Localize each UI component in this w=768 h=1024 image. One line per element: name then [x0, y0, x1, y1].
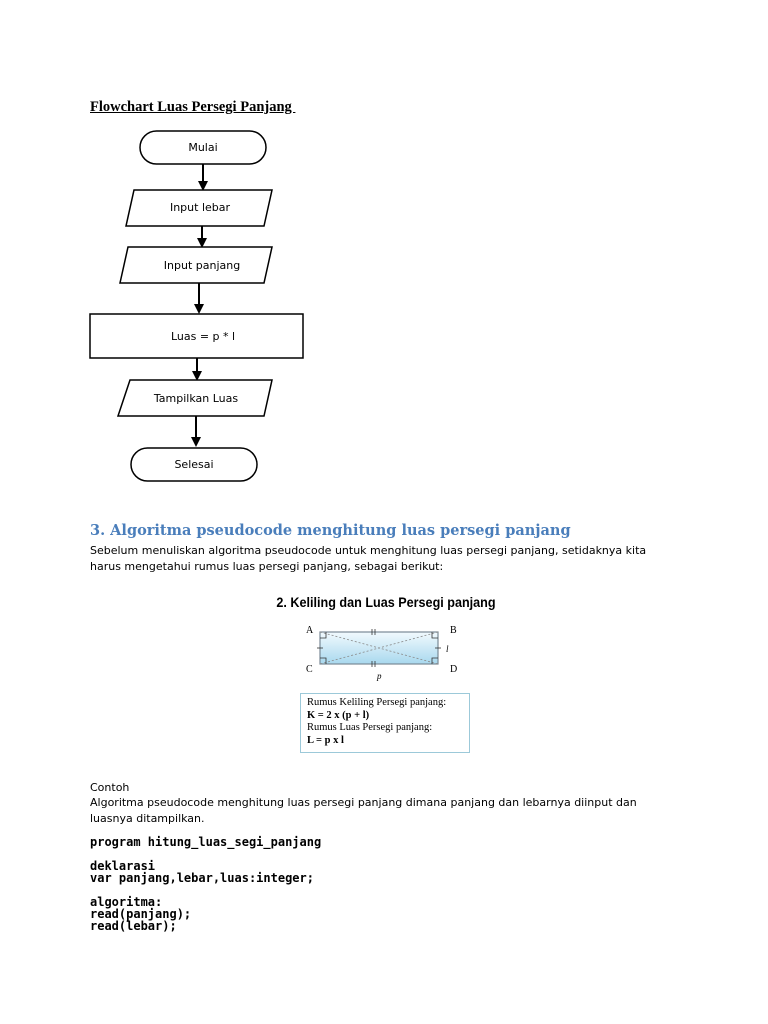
rectangle-figure — [250, 590, 522, 762]
formula-luas: L = p x l — [307, 734, 344, 746]
code-block — [90, 836, 321, 932]
corner-c-label: C — [306, 664, 313, 675]
code-line-deklarasi: deklarasi — [90, 859, 156, 873]
code-line-program: program hitung_luas_segi_panjang — [90, 835, 322, 849]
flowchart-title: Flowchart Luas Persegi Panjang — [90, 99, 296, 115]
intro-line-1: Sebelum menuliskan algoritma pseudocode untuk menghitung luas persegi panjang, setidaknya kita — [90, 544, 647, 557]
example-label: Contoh — [90, 781, 130, 794]
code-line-var: var panjang,lebar,luas:integer; — [90, 871, 314, 885]
corner-d-label: D — [450, 664, 458, 675]
example-desc-line-1: Algoritma pseudocode menghitung luas persegi panjang dimana panjang dan lebarnya diinput dan — [90, 796, 637, 809]
corner-a-label: A — [306, 625, 314, 636]
flow-start-label: Mulai — [188, 141, 218, 154]
flow-input-lebar-label: Input lebar — [169, 201, 231, 214]
code-line-algoritma: algoritma: — [90, 895, 163, 909]
figure-title: 2. Keliling dan Luas Persegi panjang — [276, 594, 496, 610]
formula-box — [300, 693, 470, 753]
example-desc-line-2: luasnya ditampilkan. — [90, 812, 205, 825]
flow-end-label: Selesai — [174, 458, 214, 471]
flow-output-label: Tampilkan Luas — [153, 392, 239, 405]
side-p-label: p — [377, 671, 382, 681]
flow-input-panjang-label: Input panjang — [163, 259, 241, 272]
code-line-read-panjang: read(panjang); — [90, 907, 192, 921]
code-line-read-lebar: read(lebar); — [90, 919, 177, 933]
flowchart — [0, 0, 768, 500]
section-heading: 3. Algoritma pseudocode menghitung luas persegi panjang — [90, 522, 571, 539]
intro-line-2: harus mengetahui rumus luas persegi panjang, sebagai berikut: — [90, 560, 444, 573]
intro-paragraph — [90, 543, 690, 575]
formula-keliling-label: Rumus Keliling Persegi panjang: — [307, 697, 447, 708]
side-l-label: l — [446, 644, 449, 654]
rectangle-diagram — [250, 590, 522, 695]
example-description — [90, 795, 670, 827]
flow-process-label: Luas = p * l — [170, 330, 236, 343]
formula-keliling: K = 2 x (p + l) — [307, 709, 370, 721]
formula-luas-label: Rumus Luas Persegi panjang: — [307, 722, 433, 733]
corner-b-label: B — [450, 625, 457, 636]
